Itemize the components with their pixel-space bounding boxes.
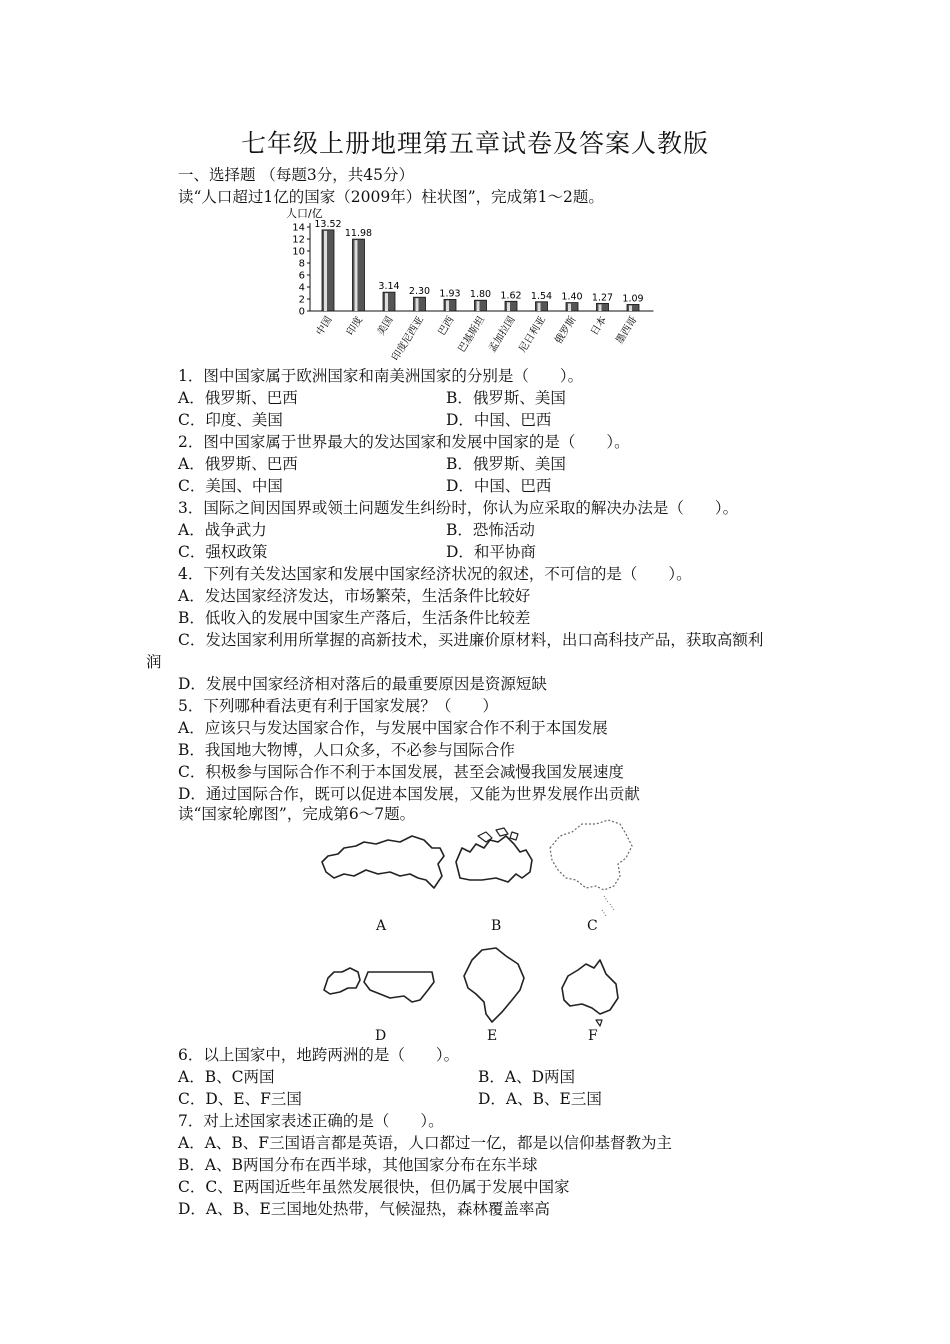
chart-ylabel: 人口/亿	[286, 207, 323, 220]
chart-y-tick-label: 12	[292, 234, 305, 246]
q1-option-c: C．印度、美国	[178, 411, 283, 429]
chart-y-tick-label: 14	[292, 222, 305, 234]
q1-option-b: B．俄罗斯、美国	[446, 389, 566, 407]
q6-option-b: B．A、D两国	[478, 1068, 576, 1086]
chart-value-label: 1.62	[500, 290, 522, 302]
chart-category-label: 巴西	[436, 314, 457, 338]
q7-option-c: C．C、E两国近些年虽然发展很快，但仍属于发展中国家	[178, 1178, 570, 1196]
chart-value-label: 11.98	[344, 228, 373, 240]
q5-stem: 5．下列哪种看法更有利于国家发展？（ ）	[178, 697, 498, 715]
q2-option-a: A．俄罗斯、巴西	[178, 455, 298, 473]
map-usa-outline	[364, 972, 434, 1002]
map-russia-outline	[322, 836, 444, 888]
q4-option-c: C．发达国家利用所掌握的高新技术，买进廉价原材料，出口高科技产品，获取高额利	[178, 631, 764, 649]
q5-option-b: B．我国地大物博，人口众多，不必参与国际合作	[178, 741, 515, 759]
q2-option-b: B．俄罗斯、美国	[446, 455, 566, 473]
q6-option-c: C．D、E、F三国	[178, 1090, 302, 1108]
chart-bar	[383, 292, 395, 311]
chart-bar	[536, 302, 548, 311]
chart-bar-highlight	[477, 301, 480, 311]
chart-category-label: 印度	[345, 314, 366, 338]
map-label-a: A	[376, 918, 387, 934]
chart-value-label: 1.54	[530, 290, 553, 302]
map-australia-outline	[562, 960, 618, 1014]
chart-value-label: 1.93	[439, 288, 461, 300]
chart-value-label: 3.14	[378, 281, 400, 293]
chart-value-label: 1.40	[561, 291, 583, 303]
chart-bar	[322, 230, 334, 311]
chart-category-label: 俄罗斯	[553, 314, 579, 347]
chart-category-label: 墨西哥	[614, 314, 640, 347]
map-intro: 读“国家轮廓图”，完成第6～7题。	[178, 805, 416, 823]
q6-stem: 6．以上国家中，地跨两洲的是（ ）。	[178, 1046, 460, 1064]
q2-option-c: C．美国、中国	[178, 477, 283, 495]
chart-bar-highlight	[599, 304, 602, 311]
q3-option-d: D．和平协商	[446, 543, 536, 561]
chart-bar	[414, 297, 426, 311]
map-china-islands	[602, 896, 614, 916]
q7-option-d: D．A、B、E三国地处热带，气候湿热，森林覆盖率高	[178, 1200, 550, 1218]
chart-value-label: 1.80	[469, 289, 492, 301]
chart-y-tick-label: 6	[298, 270, 305, 282]
q6-option-a: A．B、C两国	[178, 1068, 275, 1086]
chart-category-label: 巴基斯坦	[456, 314, 488, 355]
chart-category-label: 美国	[375, 314, 396, 338]
q7-stem: 7．对上述国家表述正确的是（ ）。	[178, 1112, 444, 1130]
map-canada-outline	[456, 836, 532, 882]
chart-value-label: 2.30	[408, 286, 431, 298]
chart-bar	[597, 303, 609, 311]
map-china-outline	[550, 820, 632, 890]
map-label-c: C	[587, 918, 598, 934]
q5-option-c: C．积极参与国际合作不利于本国发展，甚至会减慢我国发展速度	[178, 763, 624, 781]
chart-y-tick-label: 8	[298, 258, 305, 270]
q3-option-a: A．战争武力	[178, 521, 267, 539]
q4-option-a: A．发达国家经济发达，市场繁荣，生活条件比较好	[178, 587, 531, 605]
chart-value-label: 1.27	[591, 292, 614, 304]
map-brazil-outline	[464, 948, 524, 1022]
chart-bar	[444, 299, 456, 311]
chart-bar-highlight	[416, 298, 419, 311]
chart-bar-highlight	[629, 305, 632, 311]
chart-category-label: 印度尼西亚	[390, 314, 427, 363]
map-label-d: D	[375, 1028, 387, 1044]
country-outline-maps	[320, 818, 650, 1046]
chart-bar	[566, 303, 578, 311]
q1-option-d: D．中国、巴西	[446, 411, 552, 429]
page-title: 七年级上册地理第五章试卷及答案人教版	[240, 129, 709, 158]
q4-option-b: B．低收入的发展中国家生产落后，生活条件比较差	[178, 609, 531, 627]
chart-bar	[353, 239, 365, 311]
chart-bar-highlight	[385, 293, 388, 311]
q1-option-a: A．俄罗斯、巴西	[178, 389, 298, 407]
map-alaska-outline	[324, 968, 360, 994]
chart-value-label: 1.09	[622, 293, 644, 305]
chart-bar-highlight	[568, 304, 571, 311]
chart-bar-highlight	[355, 240, 358, 311]
q7-option-b: B．A、B两国分布在西半球，其他国家分布在东半球	[178, 1156, 538, 1174]
chart-y-tick-label: 0	[298, 306, 305, 318]
chart-category-label: 尼日利亚	[517, 314, 549, 355]
map-tasmania-outline	[596, 1020, 602, 1026]
chart-bar-highlight	[446, 300, 449, 311]
q6-option-d: D．A、B、E三国	[478, 1090, 602, 1108]
q4-stem: 4．下列有关发达国家和发展中国家经济状况的叙述，不可信的是（ ）。	[178, 565, 692, 583]
population-bar-chart	[282, 205, 672, 370]
map-label-f: F	[588, 1028, 598, 1044]
q2-option-d: D．中国、巴西	[446, 477, 552, 495]
chart-category-label: 孟加拉国	[487, 314, 518, 355]
q2-stem: 2．图中国家属于世界最大的发达国家和发展中国家的是（ ）。	[178, 433, 630, 451]
chart-y-tick-label: 10	[292, 246, 305, 258]
map-label-e: E	[487, 1028, 498, 1044]
q1-stem: 1．图中国家属于欧洲国家和南美洲国家的分别是（ ）。	[178, 367, 584, 385]
chart-bar-highlight	[538, 303, 541, 311]
q7-option-a: A．A、B、F三国语言都是英语，人口都过一亿，都是以信仰基督教为主	[178, 1134, 673, 1152]
chart-value-label: 13.52	[314, 218, 342, 230]
section-heading: 一、选择题 （每题3分，共45分）	[178, 166, 415, 184]
q5-option-d: D．通过国际合作，既可以促进本国发展，又能为世界发展作出贡献	[178, 785, 640, 803]
chart-intro: 读“人口超过1亿的国家（2009年）柱状图”，完成第1～2题。	[178, 188, 604, 206]
map-canada-islands	[478, 828, 518, 842]
chart-bar-highlight	[507, 302, 510, 311]
chart-bar	[627, 304, 639, 311]
chart-bar-highlight	[324, 231, 327, 311]
q3-option-c: C．强权政策	[178, 543, 268, 561]
q4-option-d: D．发展中国家经济相对落后的最重要原因是资源短缺	[178, 675, 547, 693]
chart-category-label: 中国	[314, 314, 335, 338]
chart-y-tick-label: 2	[298, 294, 305, 306]
q3-stem: 3．国际之间因国界或领土问题发生纠纷时，你认为应采取的解决办法是（ ）。	[178, 499, 739, 517]
chart-category-label: 日本	[589, 314, 610, 338]
chart-y-tick-label: 4	[298, 282, 305, 294]
q3-option-b: B．恐怖活动	[446, 521, 535, 539]
map-label-b: B	[491, 918, 502, 934]
chart-bar	[505, 301, 517, 311]
q4-option-c-cont: 润	[146, 653, 162, 671]
chart-bar	[475, 300, 487, 311]
q5-option-a: A．应该只与发达国家合作，与发展中国家合作不利于本国发展	[178, 719, 608, 737]
